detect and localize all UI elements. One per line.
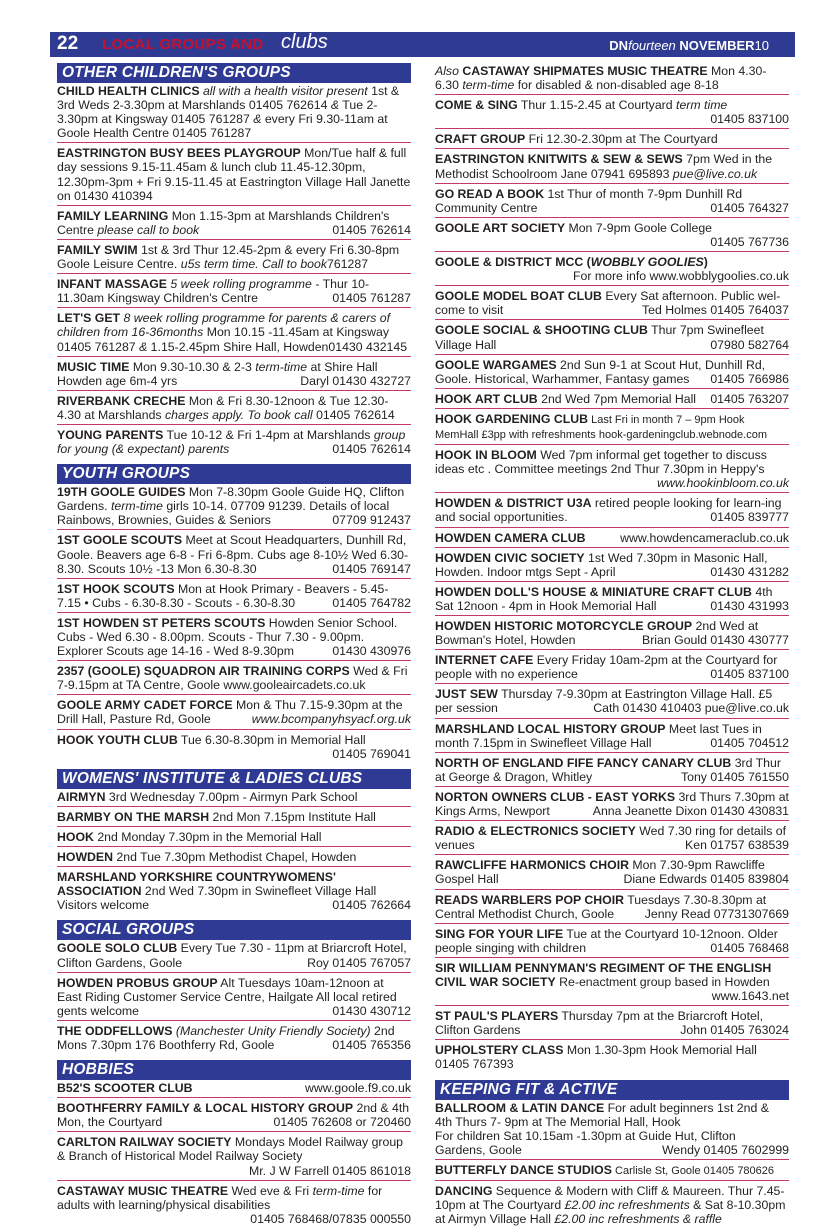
listing-name: INTERNET CAFE [435,653,534,668]
listing-details: 7pm Wed in the Methodist Schoolroom Jane 07941 695893 [435,152,773,181]
listing-b52-s-scooter-club [57,1080,411,1098]
listing-howden-historic-motorcycle-group [435,618,789,650]
listing-contact: Diane Edwards 01405 839804 [623,872,789,887]
listing-note: 5 week rolling programme [167,277,312,292]
listing-name: ) [703,255,708,270]
listing-name: CHILD HEALTH CLINICS [57,84,200,98]
listing-contact: John 01405 763024 [680,1023,789,1038]
listing-details: 1.15-2.45pm Shire Hall, Howden01430 432145 [147,339,408,354]
listing-name: 1ST GOOLE SCOUTS [57,533,183,548]
listing-name: GOOLE ARMY CADET FORCE [57,698,233,713]
listing-name: GOOLE SOLO CLUB [57,941,178,956]
listing-contact: Mr. J W Farrell 01405 861018 [249,1163,411,1178]
listing-details: & Sat 8-10.30pm at Airmyn Village Hall [435,1198,786,1227]
listing-name: HOWDEN CIVIC SOCIETY [435,550,585,565]
listing-upholstery-class [435,1042,789,1073]
left-column [57,63,411,1230]
listing-note: all with a health visitor present [199,84,368,98]
listing-contact: 01405 839777 [710,510,789,525]
listing-details: Howden Senior School. Cubs - Wed 6.30 - 8.00pm. Scouts - Thur 7.30 - 9.00pm. Explorer Scouts age 14-16 - Wed 8-9.30pm [57,615,398,659]
listing-goole-army-cadet-force [57,697,411,729]
listing-details: 1st & 3rd Weds 2-3.30pm at Marshlands 01405 762614 [57,84,400,113]
listing-details: Mon 9.30-10.30 & 2-3 [129,359,256,374]
listing-contact: 01405 766986 [710,371,789,386]
listing-contact: Daryl 01430 432727 [300,373,411,388]
listing-name: UPHOLSTERY CLASS [435,1043,564,1058]
listing-details: Sequence & Modern with Cliff & Maureen. Thur 7.45-10pm at The Courtyard [435,1184,785,1213]
listing-details: 2nd Sun 9-1 at Scout Hut, Dunhill Rd, Goole. Historical, Warhammer, Fantasy games [435,357,766,386]
listing-howden-probus-group [57,975,411,1021]
listing-name: THE ODDFELLOWS [57,1023,173,1038]
listing-details: 1st Wed 7.30pm in Masonic Hall, Howden. Indoor mtgs Sept - April [435,550,768,579]
listing-name: 1ST HOOK SCOUTS [57,581,175,596]
listing-howden-district-u3a [435,495,789,527]
listing-details: 2nd Wed 7.30pm in Swinefleet Village Hall Visitors welcome [57,884,377,913]
listing-st-paul-s-players [435,1008,789,1040]
listing-note: £2.00 inc refreshments & raffle [554,1212,722,1227]
section-title-script: clubs [281,31,328,53]
listing-hook-art-club [435,391,789,409]
listing-castaway-shipmates-music-theatre [435,63,789,95]
listing-details: retired people looking for learn-ing and social opportunities. [435,496,782,525]
listing-goole-model-boat-club [435,288,789,320]
listing-name: GOOLE SOCIAL & SHOOTING CLUB [435,323,648,338]
listing-details: Wed 7.30 ring for details of venues [435,824,787,853]
listing-just-sew [435,686,789,718]
listing-details: Every Sat afternoon. Public wel-come to visit [435,289,781,318]
listing-details: Tue 2-3.30pm at Kingsway 01405 761287 [57,98,378,127]
listing-name: NORTON OWNERS CLUB - EAST YORKS [435,789,676,804]
listing-details: Meet at Scout Headquarters, Dunhill Rd, Goole. Beavers age 6-8 - Fri 6-8pm. Cubs age 8-10½ Wed 6.30-8.30. Scouts 10½ -13 Mon 6.30-8.30 [57,533,409,576]
listing-name: HOWDEN [57,850,114,865]
listing-contact: 01405 762614 [332,222,411,237]
listing-contact: Ted Holmes 01405 764037 [642,303,789,318]
listing-name: AIRMYN [57,789,106,804]
listing-contact: For more info www.wobblygoolies.co.uk [573,269,789,284]
listing-details: Mon & Thu 7.15-9.30pm at the Drill Hall, Pasture Rd, Goole [57,698,403,727]
listing-name: CASTAWAY SHIPMATES MUSIC THEATRE [462,64,708,78]
listing-details: 1st Thur of month 7-9pm Dunhill Rd Community Centre [435,186,743,215]
listing-details: Mon 7-9pm Goole College [565,220,713,235]
listing-details: Mon 7.30-9pm Rawcliffe Gospel Hall [435,858,765,887]
listing-name: SIR WILLIAM PENNYMAN'S REGIMENT OF THE ENGLISH CIVIL WAR SOCIETY [435,960,772,989]
listing-name: GO READ A BOOK [435,186,545,201]
listing-family-learning [57,208,411,240]
listing-name: EASTRINGTON BUSY BEES PLAYGROUP [57,146,301,161]
listing-carlton-railway-society [57,1134,411,1180]
listing-name: CASTAWAY MUSIC THEATRE [57,1183,229,1198]
listing-note: term-time [462,78,515,93]
listing-name: 19TH GOOLE GUIDES [57,485,186,500]
listing-name: ST PAUL'S PLAYERS [435,1009,559,1024]
listing-name: 1ST HOWDEN ST PETERS SCOUTS [57,615,266,630]
listing-details: 2nd Wed at Bowman's Hotel, Howden [435,619,759,648]
listing-name: RADIO & ELECTRONICS SOCIETY [435,824,636,839]
listing-name: HOOK [57,829,94,844]
listing-contact: 01405 837100 [710,112,789,127]
listing-details: Mondays Model Railway group & Branch of Historical Model Railway Society [57,1135,404,1164]
section-heading-hobbies: HOBBIES [57,1060,411,1080]
listing-name: HOWDEN & DISTRICT U3A [435,496,592,511]
listing-details: 01405 762614 [312,407,395,422]
listing-details: for disabled & non-disabled age 8-18 [514,78,719,93]
listing-name: HOWDEN HISTORIC MOTORCYCLE GROUP [435,619,693,633]
listing-north-of-england-fife-fancy-canary-club [435,755,789,787]
listing-name: HOOK IN BLOOM [435,448,537,463]
listing-come-sing [435,97,789,129]
listing-goole-solo-club [57,940,411,972]
listing-details: Wed eve & Fri [228,1183,313,1198]
listing-details: 3rd Wednesday 7.00pm - Airmyn Park School [105,789,358,804]
listing-sir-william-pennyman-s-regiment-of-the-english-civil-war-society [435,960,789,1006]
listing-note: 8 week rolling programme for parents & carers of children from 16-36months [57,311,391,340]
listing-details: Tue at the Courtyard 10-12noon. Older people singing with children [435,926,778,955]
issue-fourteen: fourteen [628,38,676,53]
listing-1st-goole-scouts [57,532,411,578]
listing-contact: 01430 431282 [710,564,789,579]
listing-contact: Jenny Read 07731307669 [644,906,789,921]
listing-contact: www.goole.f9.co.uk [305,1081,411,1096]
listing-details: 4th Sat 12noon - 4pm in Hook Memorial Hall [435,584,773,613]
listing-reads-warblers-pop-choir [435,892,789,924]
listing-goole-social-shooting-club [435,322,789,354]
listing-name: DANCING [435,1184,493,1198]
listing-name: HOOK YOUTH CLUB [57,732,178,747]
listing-note: term time [676,98,728,113]
listing-details: Mon at Hook Primary - Beavers - 5.45-7.15 • Cubs - 6.30-8.30 - Scouts - 6.30-8.30 [57,581,389,610]
listing-name: B52'S SCOOTER CLUB [57,1081,193,1096]
listing-details: every Fri 9.30-11am at Goole Health Centre 01405 761287 [57,112,388,141]
listing-name: GOOLE ART SOCIETY [435,220,566,235]
listing-howden-camera-club [435,530,789,548]
listing-details: 2nd Tue 7.30pm Methodist Chapel, Howden [113,850,357,865]
listing-1st-howden-st-peters-scouts [57,615,411,661]
listing-details: Mon/Tue half & full day sessions 9.15-11.45am & lunch club 11.45-12.30pm, 12.30pm-3pm + Fri 9.15-11.45 at Eastrington Village Hall Janette on 01430 410394 [57,146,411,203]
section-heading-social-groups: SOCIAL GROUPS [57,920,411,940]
listing-let-s-get [57,310,411,356]
listing-goole-wargames [435,357,789,389]
listing-contact: 01405 765356 [332,1037,411,1052]
listing-name: RIVERBANK CRECHE [57,393,186,408]
listing-rawcliffe-harmonics-choir [435,857,789,889]
listing-contact: www.hookinbloom.co.uk [657,476,789,491]
listing-goole-art-society [435,220,789,252]
listing-note: please call to book [97,222,200,237]
listing-note: & [253,112,262,127]
listing-contact: 01405 761287 [332,291,411,306]
listing-details: For adult beginners 1st 2nd & 4th Thurs 7- 9pm at The Memorial Hall, Hook [435,1100,769,1129]
listing-2357-goole-squadron-air-training-corps [57,663,411,695]
listing-music-time [57,359,411,391]
listing-norton-owners-club-east-yorks [435,789,789,821]
listing-name: COME & SING [435,98,518,113]
listing-name: MUSIC TIME [57,359,130,374]
listing-contact: 01405 762664 [332,898,411,913]
listing-contact: 01405 704512 [710,735,789,750]
listing-hook-gardening-club [435,411,789,445]
listing-eastrington-busy-bees-playgroup [57,145,411,205]
listing-contact: Tony 01405 761550 [680,769,789,784]
listing-name: GOOLE WARGAMES [435,357,557,372]
listing-details: Carlisle St, Goole 01405 780626 [611,1164,775,1177]
listing-details: 1st & 3rd Thur 12.45-2pm & every Fri 6.30-8pm Goole Leisure Centre. [57,242,400,272]
listing-internet-cafe [435,652,789,684]
listing-details: Mon 4.30-6.30 [435,64,767,93]
section-heading-womens-institute-ladies-clubs: WOMENS' INSTITUTE & LADIES CLUBS [57,769,411,789]
listing-contact: 01405 764782 [332,595,411,610]
section-heading-youth-groups: YOUTH GROUPS [57,464,411,484]
listing-details: 2nd & 4th Mon, the Courtyard [57,1101,410,1130]
listing-contact: 01430 431993 [710,598,789,613]
listing-the-oddfellows [57,1023,411,1054]
listing-howden-civic-society [435,550,789,582]
listing-child-health-clinics [57,83,411,143]
listing-details: Meet last Tues in month 7.15pm in Swinefleet Village Hall [435,721,762,750]
listing-note: u5s term time. Call to book [180,257,327,272]
listing-details: 761287 [327,257,369,272]
listing-note: (Manchester Unity Friendly Society) [172,1023,371,1038]
listing-name: BARMBY ON THE MARSH [57,809,210,824]
listing-contact: www.bcompanyhsyacf.org.uk [251,712,411,727]
listing-marshland-local-history-group [435,721,789,753]
listing-details: Thur 1.15-2.45 at Courtyard [517,98,677,113]
listing-name: LET'S GET [57,311,121,326]
listing-contact: 01405 769147 [332,561,411,576]
listing-hook-youth-club [57,732,411,763]
listing-sing-for-your-life [435,926,789,958]
listing-contact: Ken 01757 638539 [685,838,789,853]
listing-hook [57,829,411,847]
listing-details: Thursday 7pm at the Briarcroft Hotel, Clifton Gardens [435,1009,763,1038]
listing-details: Thur 7pm Swinefleet Village Hall [435,323,764,352]
listing-details: 3rd Thur at George & Dragon, Whitley [435,755,781,784]
listing-name: FAMILY SWIM [57,242,138,257]
listing-contact: Cath 01430 410403 pue@live.co.uk [593,701,789,716]
listing-airmyn [57,789,411,807]
listing-note: term-time [255,359,308,374]
listing-name: GOOLE & DISTRICT MCC ( [435,255,591,270]
listing-infant-massage [57,276,411,308]
listing-note: term-time [111,499,163,514]
listing-castaway-music-theatre [57,1183,411,1228]
listing-details: for adults with learning/physical disabilities [57,1183,383,1212]
listing-name: RAWCLIFFE HARMONICS CHOIR [435,858,630,873]
listing-details: Last Fri in month 7 – 9pm Hook MemHall £3pp with refreshments hook-gardeningclub.webnode.com [435,413,768,441]
listing-name: BOOTHFERRY FAMILY & LOCAL HISTORY GROUP [57,1101,354,1116]
listing-contact: 01405 768468 [710,940,789,955]
listing-name: WOBBLY GOOLIES [590,255,704,270]
listing-details: Alt Tuesdays 10am-12noon at East Riding Customer Service Centre, Hailgate All local retired gents welcome [57,975,397,1018]
listing-details: Mon 7-8.30pm Goole Guide HQ, Clifton Gardens. [57,485,405,514]
section-heading-keeping-fit-active: KEEPING FIT & ACTIVE [435,1080,789,1100]
right-column [435,63,789,1230]
listing-howden-doll-s-house-miniature-craft-club [435,584,789,616]
listing-note: & [139,339,148,354]
listing-details: Re-enactment group based in Howden [555,974,770,989]
listing-name: HOOK ART CLUB [435,391,538,406]
listing-details: Thursday 7-9.30pm at Eastrington Village Hall. £5 per session [435,687,773,716]
listing-craft-group [435,131,789,149]
listing-name: NORTH OF ENGLAND FIFE FANCY CANARY CLUB [435,755,732,770]
listing-goole-district-mcc [435,254,789,286]
listing-contact: Anna Jeanette Dixon 01430 430831 [592,804,789,819]
listing-name: CARLTON RAILWAY SOCIETY [57,1135,232,1150]
listing-details: 2nd Mon 7.15pm Institute Hall [209,809,376,824]
listing-boothferry-family-local-history-group [57,1100,411,1132]
listing-name: SING FOR YOUR LIFE [435,926,564,941]
listing-howden [57,849,411,867]
listing-contact: www.1643.net [711,989,789,1004]
listing-contact: 01405 762614 [332,442,411,457]
listing-details: Fri 12.30-2.30pm at The Courtyard [525,132,718,147]
listing-young-parents [57,427,411,458]
listing-name: HOOK GARDENING CLUB [435,411,589,426]
listing-details: For children Sat 10.15am -1.30pm at Guide Hut, Clifton Gardens, Goole [435,1128,736,1157]
listing-details: 2nd Wed 7pm Memorial Hall [537,391,697,406]
listing-details: girls 10-14. 07709 91239. Details of local Rainbows, Brownies, Guides & Seniors [57,499,390,528]
listing-name: 2357 (GOOLE) SQUADRON AIR TRAINING CORPS [57,664,350,679]
listing-go-read-a-book [435,186,789,218]
listing-contact: www.howdencameraclub.co.uk [620,530,789,545]
listing-contact: 07980 582764 [710,337,789,352]
listing-details: Mon 10.15 -11.45am at Kingsway 01405 761287 [57,325,389,354]
listing-name: YOUNG PARENTS [57,427,164,442]
listing-details: 2nd Mons 7.30pm 176 Boothferry Rd, Goole [57,1023,395,1052]
page-header-bar [50,32,795,57]
listing-hook-in-bloom [435,447,789,493]
listing-details: 3rd Thurs 7.30pm at Kings Arms, Newport [435,789,789,819]
issue-label [609,38,769,53]
listing-contact: 01405 767736 [710,234,789,249]
listing-name: MARSHLAND LOCAL HISTORY GROUP [435,721,666,736]
listing-name: HOWDEN CAMERA CLUB [435,530,586,545]
section-title: LOCAL GROUPS AND [102,36,264,53]
listing-note: group for young (& expectant) parents [57,427,406,457]
listing-ballroom-latin-dance [435,1100,789,1160]
listing-details: at Shire Hall Howden age 6m-4 yrs [57,359,378,388]
listing-name: JUST SEW [435,687,498,702]
listing-details: 2nd Monday 7.30pm in the Memorial Hall [93,829,322,844]
listing-contact: Wendy 01405 7602999 [662,1142,789,1157]
listing-name: FAMILY LEARNING [57,208,169,223]
issue-year: 10 [754,38,769,53]
listing-name: HOWDEN DOLL'S HOUSE & MINIATURE CRAFT CLUB [435,584,752,599]
listing-details: Mon & Fri 8.30-12noon & Tue 12.30-4.30 at Marshlands [57,393,389,422]
listing-contact: 01405 763207 [710,391,789,406]
listing-note: & [330,98,340,113]
listing-name: BALLROOM & LATIN DANCE [435,1100,605,1115]
listing-note: £2.00 inc refreshments [564,1198,690,1213]
listing-name: GOOLE MODEL BOAT CLUB [435,289,602,304]
listing-eastrington-knitwits-sew-sews [435,151,789,183]
listing-note: charges apply. To book call [165,407,313,422]
section-heading-other-children-s-groups: OTHER CHILDREN'S GROUPS [57,63,411,83]
listing-contact: Roy 01405 767057 [307,955,411,970]
listing-name: INFANT MASSAGE [57,277,167,292]
listing-details: - Thur 10-11.30am Kingsway Children's Centre [57,277,370,306]
listing-contact: 01405 768468/07835 000550 [250,1211,411,1226]
listing-name: HOWDEN PROBUS GROUP [57,975,218,990]
listing-contact: 01405 769041 [332,746,411,761]
listing-1st-hook-scouts [57,581,411,613]
listing-name: BUTTERFLY DANCE STUDIOS [435,1162,612,1177]
listing-details: Mon 1.15-3pm at Marshlands Children's Centre [57,208,390,237]
listing-barmby-on-the-marsh [57,809,411,827]
listing-contact: 01405 837100 [710,667,789,682]
listing-19th-goole-guides [57,484,411,530]
listing-marshland-yorkshire-countrywomens-association [57,869,411,914]
listing-family-swim [57,242,411,274]
listing-name: CRAFT GROUP [435,132,526,147]
listing-details: Mon 1.30-3pm Hook Memorial Hall 01405 767393 [435,1043,757,1072]
issue-month: NOVEMBER [679,38,755,53]
listing-contact: 01405 762608 or 720460 [273,1115,411,1130]
listing-riverbank-creche [57,393,411,425]
listing-details: Tue 6.30-8.30pm in Memorial Hall [177,732,366,747]
listing-radio-electronics-society [435,823,789,855]
listing-details: Tue 10-12 & Fri 1-4pm at Marshlands [163,427,374,442]
listing-note: Also [435,64,463,78]
listing-note: pue@live.co.uk [672,166,758,181]
listing-contact: Brian Gould 01430 430777 [642,633,789,648]
page-number: 22 [57,33,79,54]
listing-note: term-time [312,1183,365,1198]
listing-name: MARSHLAND YORKSHIRE COUNTRYWOMENS' ASSOCIATION [57,870,336,899]
listing-contact: 01405 764327 [710,200,789,215]
listing-name: EASTRINGTON KNITWITS & SEW & SEWS [435,152,683,167]
listing-details: Every Tue 7.30 - 11pm at Briarcroft Hotel, Clifton Gardens, Goole [57,941,407,970]
listing-details: Every Friday 10am-2pm at the Courtyard for people with no experience [435,653,778,682]
listing-contact: 01430 430976 [332,644,411,659]
listing-details: Tuesdays 7.30-8.30pm at Central Methodist Church, Goole [435,892,767,921]
listing-name: READS WARBLERS POP CHOIR [435,892,625,907]
listing-details: Wed & Fri 7-9.15pm at TA Centre, Goole www.gooleaircadets.co.uk [57,664,408,693]
listing-contact: 07709 912437 [332,513,411,528]
listing-butterfly-dance-studios [435,1162,789,1181]
listing-contact: 01430 430712 [332,1003,411,1018]
listing-details: Wed 7pm informal get together to discuss ideas etc . Committee meetings 2nd Thur 7.30pm in Heppy's [435,448,767,477]
issue-dn: DN [609,38,629,53]
